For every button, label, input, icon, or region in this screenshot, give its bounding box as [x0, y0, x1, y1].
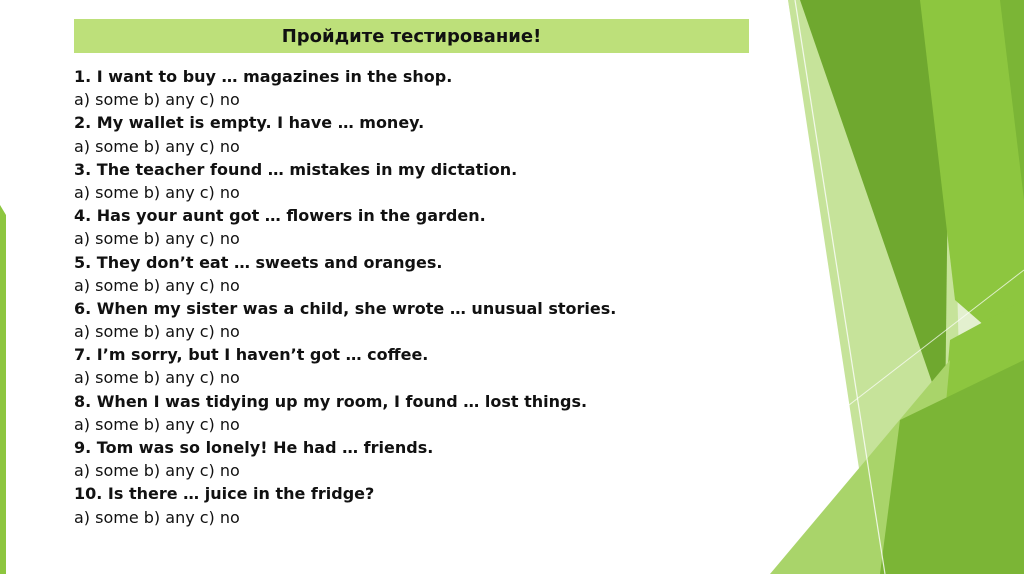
- answer-options: a) some b) any c) no: [74, 322, 240, 342]
- question-text: 5. They don’t eat … sweets and oranges.: [74, 252, 443, 272]
- answer-options: a) some b) any c) no: [74, 90, 240, 110]
- question-text: 8. When I was tidying up my room, I found … lost things.: [74, 391, 588, 411]
- question-item: [74, 343, 764, 389]
- answer-options: a) some b) any c) no: [74, 368, 240, 388]
- question-item: [74, 65, 764, 111]
- answer-options: a) some b) any c) no: [74, 229, 240, 249]
- page-title: Пройдите тестирование!: [281, 25, 542, 47]
- title-bar: [74, 19, 749, 53]
- answer-options: a) some b) any c) no: [74, 275, 240, 295]
- answer-options: a) some b) any c) no: [74, 461, 240, 481]
- answer-options: a) some b) any c) no: [74, 414, 240, 434]
- question-item: [74, 482, 764, 528]
- answer-options: a) some b) any c) no: [74, 136, 240, 156]
- question-text: 9. Tom was so lonely! He had … friends.: [74, 438, 434, 457]
- question-item: [74, 111, 764, 157]
- question-text: 6. When my sister was a child, she wrote … unusual stories.: [74, 298, 617, 318]
- answer-options: a) some b) any c) no: [74, 507, 240, 527]
- question-item: [74, 390, 764, 436]
- question-text: 3. The teacher found … mistakes in my dictation.: [74, 159, 518, 179]
- question-text: 2. My wallet is empty. I have … money.: [74, 113, 425, 133]
- question-list: [74, 65, 764, 529]
- question-text: 7. I’m sorry, but I haven’t got … coffee.: [74, 345, 429, 365]
- answer-options: a) some b) any c) no: [74, 182, 240, 202]
- left-edge-facet: [0, 205, 6, 574]
- question-item: [74, 158, 764, 204]
- question-item: [74, 297, 764, 343]
- question-text: 10. Is there … juice in the fridge?: [74, 484, 375, 504]
- question-item: [74, 436, 764, 482]
- question-text: 4. Has your aunt got … flowers in the garden.: [74, 206, 486, 226]
- question-item: [74, 204, 764, 250]
- question-text: 1. I want to buy … magazines in the shop.: [74, 67, 453, 86]
- question-item: [74, 251, 764, 297]
